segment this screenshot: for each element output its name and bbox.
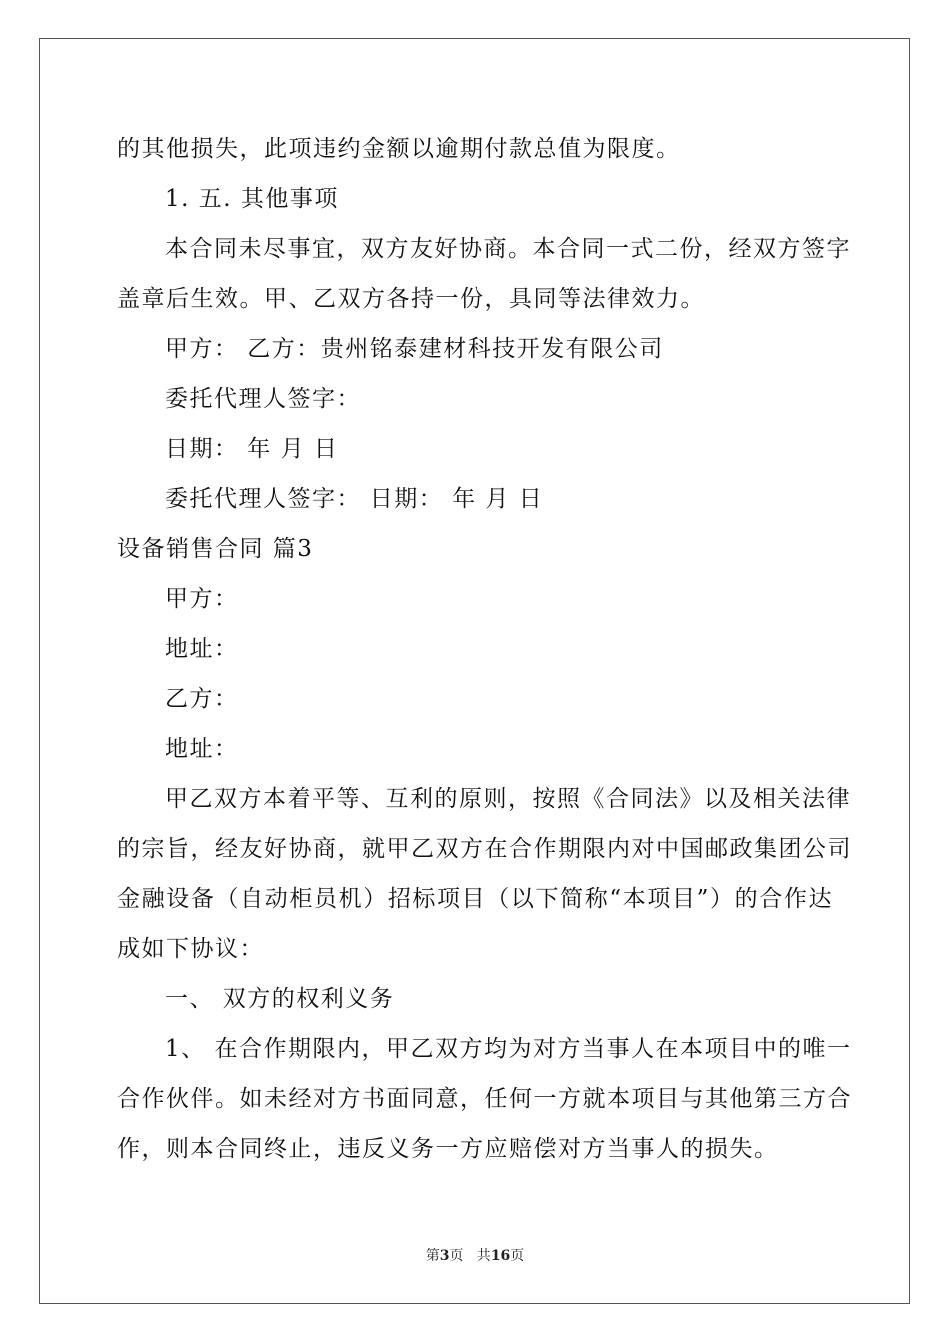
text-line: 1、 在合作期限内，甲乙双方均为对方当事人在本项目中的唯一 bbox=[165, 1036, 852, 1062]
footer-prefix: 第 bbox=[425, 1248, 440, 1264]
text-line: 本合同未尽事宜，双方友好协商。本合同一式二份，经双方签字 bbox=[165, 236, 851, 262]
text-line: 成如下协议： bbox=[117, 936, 264, 962]
contract-title: 设备销售合同 篇3 bbox=[117, 536, 314, 562]
section-heading: 一、 双方的权利义务 bbox=[165, 986, 395, 1012]
text-line: 金融设备（自动柜员机）招标项目（以下简称“本项目”）的合作达 bbox=[117, 886, 833, 912]
party-line: 甲方： 乙方：贵州铭泰建材科技开发有限公司 bbox=[165, 336, 664, 362]
text-line: 甲乙双方本着平等、互利的原则，按照《合同法》以及相关法律 bbox=[165, 786, 851, 812]
party-a-field: 甲方： bbox=[165, 586, 239, 612]
page-footer bbox=[0, 1245, 950, 1265]
party-b-field: 乙方： bbox=[165, 686, 239, 712]
page-number: 3 bbox=[439, 1248, 450, 1264]
signature-date-line: 委托代理人签字： 日期： 年 月 日 bbox=[165, 486, 544, 512]
total-pages: 16 bbox=[490, 1248, 511, 1264]
text-line: 的其他损失，此项违约金额以逾期付款总值为限度。 bbox=[117, 136, 681, 162]
footer-suffix: 页 bbox=[510, 1248, 525, 1264]
footer-middle: 页 共 bbox=[449, 1248, 491, 1264]
text-line: 的宗旨，经友好协商，就甲乙双方在合作期限内对中国邮政集团公司 bbox=[117, 836, 852, 862]
section-heading: 1. 五. 其他事项 bbox=[165, 186, 339, 212]
text-line: 作，则本合同终止，违反义务一方应赔偿对方当事人的损失。 bbox=[117, 1136, 779, 1162]
signature-line: 委托代理人签字： bbox=[165, 386, 361, 412]
document-body bbox=[117, 124, 852, 1174]
address-field: 地址： bbox=[165, 636, 239, 662]
address-field: 地址： bbox=[165, 736, 239, 762]
date-line: 日期： 年 月 日 bbox=[165, 436, 339, 462]
text-line: 合作伙伴。如未经对方书面同意，任何一方就本项目与其他第三方合 bbox=[117, 1086, 852, 1112]
text-line: 盖章后生效。甲、乙双方各持一份，具同等法律效力。 bbox=[117, 286, 705, 312]
